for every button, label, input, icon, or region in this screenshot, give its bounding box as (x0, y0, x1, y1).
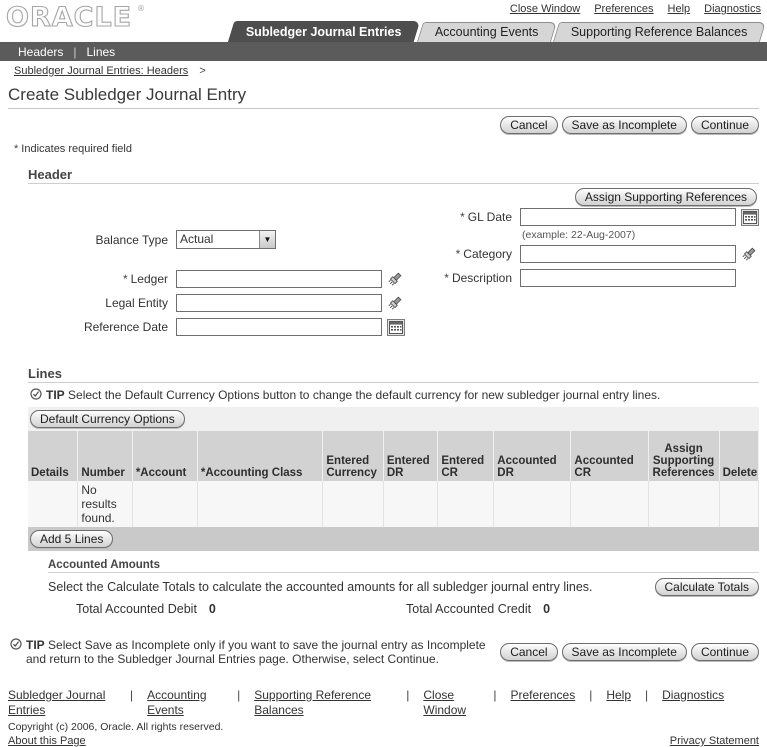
subnav-bar (0, 42, 767, 61)
save-as-incomplete-button[interactable]: Save as Incomplete (562, 116, 687, 134)
gl-date-hint: (example: 22-Aug-2007) (522, 229, 636, 241)
category-label: * Category (455, 247, 512, 261)
cancel-button[interactable]: Cancel (500, 116, 557, 134)
category-input[interactable] (520, 245, 736, 263)
footer-links: Subledger Journal Entries | Accounting Events | Supporting Reference Balances | Close Window | Preferences | Help | Diagnostics (8, 688, 725, 717)
gl-date-calendar-icon[interactable] (741, 209, 759, 226)
required-field-note: * Indicates required field (14, 143, 132, 155)
balance-type-label: Balance Type (95, 232, 168, 247)
add-lines-bar (28, 527, 759, 551)
lines-toolbar (28, 407, 759, 431)
continue-button[interactable]: Continue (691, 116, 759, 134)
footer-link-subledger-journal-entries[interactable]: Subledger Journal Entries (8, 688, 106, 717)
footer-link-diagnostics[interactable]: Diagnostics (662, 688, 725, 702)
save-as-incomplete-button[interactable]: Save as Incomplete (562, 643, 687, 661)
default-currency-options-button[interactable]: Default Currency Options (30, 410, 185, 428)
accounted-totals (48, 602, 759, 616)
legal-entity-row (28, 294, 414, 312)
col-accounting-class: *Accounting Class (197, 431, 323, 481)
tab-bar (228, 21, 763, 42)
no-results-cell: No results found. (78, 481, 132, 527)
gl-date-input[interactable] (520, 208, 736, 226)
svg-text:ORACLE: ORACLE (6, 2, 133, 33)
header-form (28, 208, 759, 342)
diagnostics-link[interactable]: Diagnostics (704, 3, 761, 15)
about-this-page-link[interactable]: About this Page (8, 735, 86, 747)
tip-icon (30, 388, 42, 403)
privacy-statement-link[interactable]: Privacy Statement (669, 735, 759, 747)
required-marker: * (460, 210, 465, 224)
category-row (414, 245, 759, 263)
col-number: Number (78, 431, 132, 481)
reference-date-label: Reference Date (83, 320, 168, 334)
footer-link-preferences[interactable]: Preferences (510, 688, 576, 702)
balance-type-row (28, 230, 414, 249)
bottom-tip (10, 638, 488, 666)
balance-type-select[interactable] (176, 230, 276, 249)
assign-supporting-references-button[interactable]: Assign Supporting References (575, 188, 757, 206)
breadcrumb-link[interactable]: Subledger Journal Entries: Headers (14, 65, 189, 77)
description-row (414, 269, 759, 287)
col-account: *Account (132, 431, 197, 481)
description-label: * Description (444, 271, 512, 285)
ledger-row (28, 270, 414, 288)
legal-entity-label: Legal Entity (105, 296, 168, 310)
tab-supporting-reference-balances[interactable]: Supporting Reference Balances (553, 22, 766, 42)
page-title: Create Subledger Journal Entry (8, 83, 759, 109)
footer-link-accounting-events[interactable]: Accounting Events (147, 688, 207, 717)
subnav-item-headers[interactable]: Headers (18, 44, 64, 59)
col-assign-supporting-references: Assign Supporting References (648, 431, 719, 481)
required-marker: * (122, 272, 128, 286)
footer (0, 688, 767, 747)
calculate-totals-button[interactable]: Calculate Totals (655, 578, 760, 596)
main-content (0, 65, 767, 666)
col-entered-dr: Entered DR (383, 431, 437, 481)
footer-link-supporting-reference-balances[interactable]: Supporting Reference Balances (254, 688, 371, 717)
col-accounted-dr: Accounted DR (494, 431, 571, 481)
gl-date-label: * GL Date (460, 210, 512, 224)
lines-table-header-row (28, 431, 759, 481)
legal-entity-input[interactable] (176, 294, 382, 312)
total-accounted-credit-label: Total Accounted Credit (406, 602, 532, 616)
preferences-link[interactable]: Preferences (594, 3, 654, 15)
help-link[interactable]: Help (667, 3, 691, 15)
col-entered-currency: Entered Currency (323, 431, 384, 481)
top-header (0, 0, 767, 42)
reference-date-row (28, 318, 414, 336)
accounted-amounts-instruction: Select the Calculate Totals to calculate the accounted amounts for all subledger journal entry lines. (48, 580, 593, 594)
tip-icon (10, 638, 22, 653)
lines-section-title: Lines (28, 366, 759, 383)
reference-date-calendar-icon[interactable] (387, 319, 405, 336)
lines-section (28, 366, 759, 616)
balance-type-value: Actual (180, 232, 214, 246)
ledger-search-icon[interactable] (387, 271, 403, 287)
header-section-title: Header (28, 167, 759, 184)
cancel-button[interactable]: Cancel (500, 643, 557, 661)
required-marker: * (455, 247, 461, 261)
top-actions (8, 116, 759, 134)
lines-table (28, 431, 759, 527)
col-delete: Delete (719, 431, 758, 481)
bottom-tip-text: Select Save as Incomplete only if you want to save the journal entry as Incomplete and return to the Subledger Journal Entries page. Otherwise, select Continue. (26, 638, 486, 666)
continue-button[interactable]: Continue (691, 643, 759, 661)
category-search-icon[interactable] (741, 246, 757, 262)
legal-entity-search-icon[interactable] (387, 295, 403, 311)
ledger-input[interactable] (176, 270, 382, 288)
required-marker: * (14, 143, 19, 155)
lines-tip (30, 388, 759, 403)
add-5-lines-button[interactable]: Add 5 Lines (30, 530, 113, 548)
oracle-logo (4, 1, 154, 36)
subnav-separator: | (73, 44, 77, 59)
total-accounted-debit-value: 0 (208, 602, 216, 616)
required-marker: * (444, 271, 449, 285)
dropdown-arrow-icon[interactable]: ▼ (259, 231, 275, 248)
tip-label: TIP (26, 638, 45, 652)
breadcrumb (14, 65, 759, 77)
footer-link-close-window[interactable]: Close Window (423, 688, 467, 717)
close-window-link[interactable]: Close Window (509, 3, 581, 15)
tab-accounting-events[interactable]: Accounting Events (417, 22, 557, 42)
total-accounted-credit-value: 0 (543, 602, 551, 616)
top-links (510, 3, 761, 15)
bottom-block (8, 638, 759, 666)
gl-date-row (414, 208, 759, 226)
ledger-label: * Ledger (122, 272, 168, 286)
accounted-amounts-section (48, 559, 759, 616)
copyright-text: Copyright (c) 2006, Oracle. All rights reserved. (8, 721, 224, 733)
tip-label: TIP (46, 388, 65, 402)
col-entered-cr: Entered CR (438, 431, 494, 481)
lines-empty-row (28, 481, 759, 527)
breadcrumb-arrow: > (199, 65, 206, 77)
reference-date-input[interactable] (176, 318, 382, 336)
footer-link-help[interactable]: Help (606, 688, 632, 702)
registered-mark: ® (137, 4, 145, 13)
header-section (28, 167, 759, 342)
accounted-amounts-title: Accounted Amounts (48, 559, 759, 573)
col-accounted-cr: Accounted CR (571, 431, 648, 481)
bottom-actions (488, 643, 759, 661)
col-details: Details (28, 431, 78, 481)
tab-subledger-journal-entries[interactable]: Subledger Journal Entries (228, 21, 420, 42)
tip-text: Select the Default Currency Options button to change the default currency for new subledger journal entry lines. (68, 388, 661, 402)
subnav-item-lines[interactable]: Lines (86, 44, 116, 59)
total-accounted-debit-label: Total Accounted Debit (76, 602, 197, 616)
description-input[interactable] (520, 269, 736, 287)
